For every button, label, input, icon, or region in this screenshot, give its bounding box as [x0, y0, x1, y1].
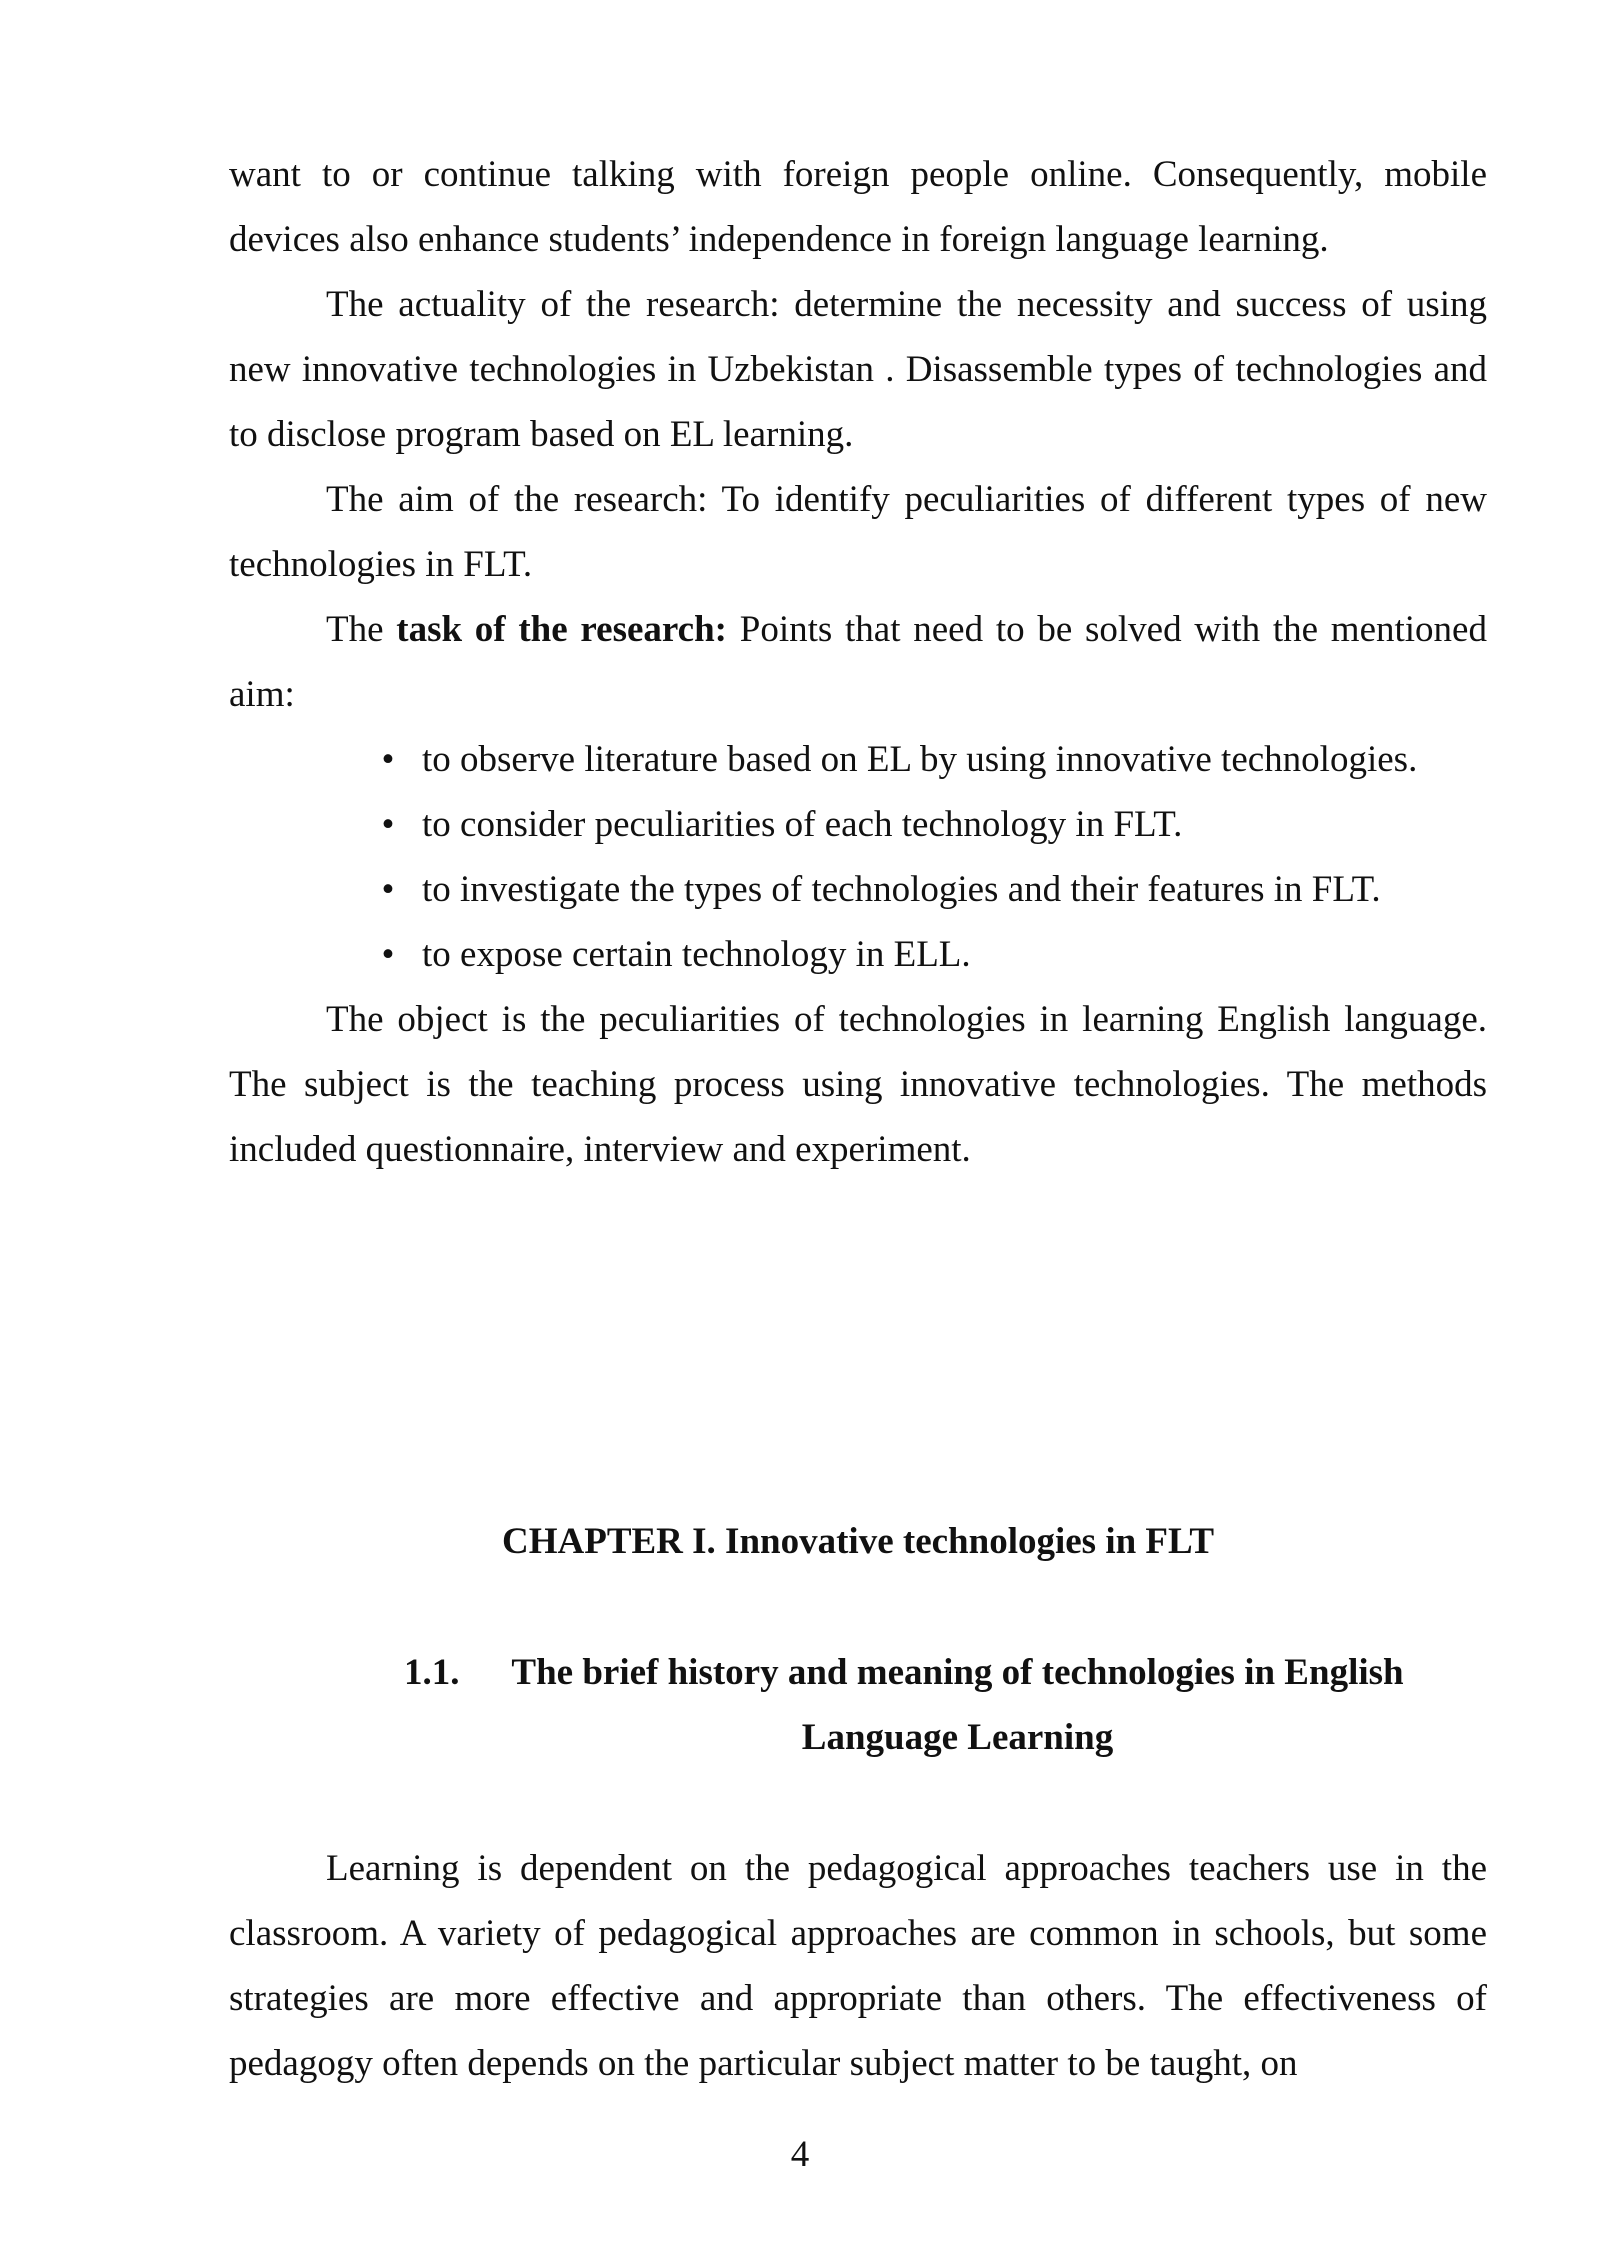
object-subject-paragraph: The object is the peculiarities of technologies in learning English language. The subject is the teaching process using innovative technologies. The methods included questionnaire, interview and experiment. — [229, 999, 1487, 1170]
body-paragraph: Learning is dependent on the pedagogical approaches teachers use in the classroom. A variety of pedagogical approaches are common in schools, but some strategies are more effective and appropriate than others. The effectiveness of pedagogy often depends on the particular subject matter to be taught, on — [229, 1848, 1487, 2084]
body-section — [229, 1836, 1487, 2096]
chapter-heading: CHAPTER I. Innovative technologies in FLT — [502, 1521, 1214, 1562]
list-item — [229, 857, 1487, 922]
intro-section — [229, 142, 1487, 1182]
section-number: 1.1. — [404, 1652, 460, 1693]
task-paragraph — [229, 597, 1487, 727]
list-item-text: to observe literature based on EL by using innovative technologies. — [422, 739, 1418, 780]
section-heading — [404, 1640, 1414, 1770]
actuality-paragraph: The actuality of the research: determine the necessity and success of using new innovative technologies in Uzbekistan . Disassemble types of technologies and to disclose program based on EL learning. — [229, 284, 1487, 455]
bullet-icon: • — [381, 869, 395, 910]
list-item — [229, 922, 1487, 987]
aim-paragraph: The aim of the research: To identify peculiarities of different types of new technologies in FLT. — [229, 479, 1487, 585]
page-number: 4 — [790, 2134, 810, 2175]
task-bold-label: task of the research: — [396, 609, 727, 650]
task-rest-text: Points that need to be solved with the mentioned aim: — [229, 609, 1487, 715]
bullet-icon: • — [381, 934, 395, 975]
list-item-text: to consider peculiarities of each technology in FLT. — [422, 804, 1183, 845]
intro-paragraph-continuation: want to or continue talking with foreign people online. Consequently, mobile devices also enhance students’ independence in foreign language learning. — [229, 154, 1487, 260]
list-item — [229, 727, 1487, 792]
list-item-text: to expose certain technology in ELL. — [422, 934, 971, 975]
list-item — [229, 792, 1487, 857]
task-bullet-list — [229, 727, 1487, 987]
section-title: The brief history and meaning of technologies in English Language Learning — [511, 1652, 1404, 1758]
list-item-text: to investigate the types of technologies and their features in FLT. — [422, 869, 1381, 910]
bullet-icon: • — [381, 804, 395, 845]
task-lead-text: The — [326, 609, 397, 650]
bullet-icon: • — [381, 739, 395, 780]
